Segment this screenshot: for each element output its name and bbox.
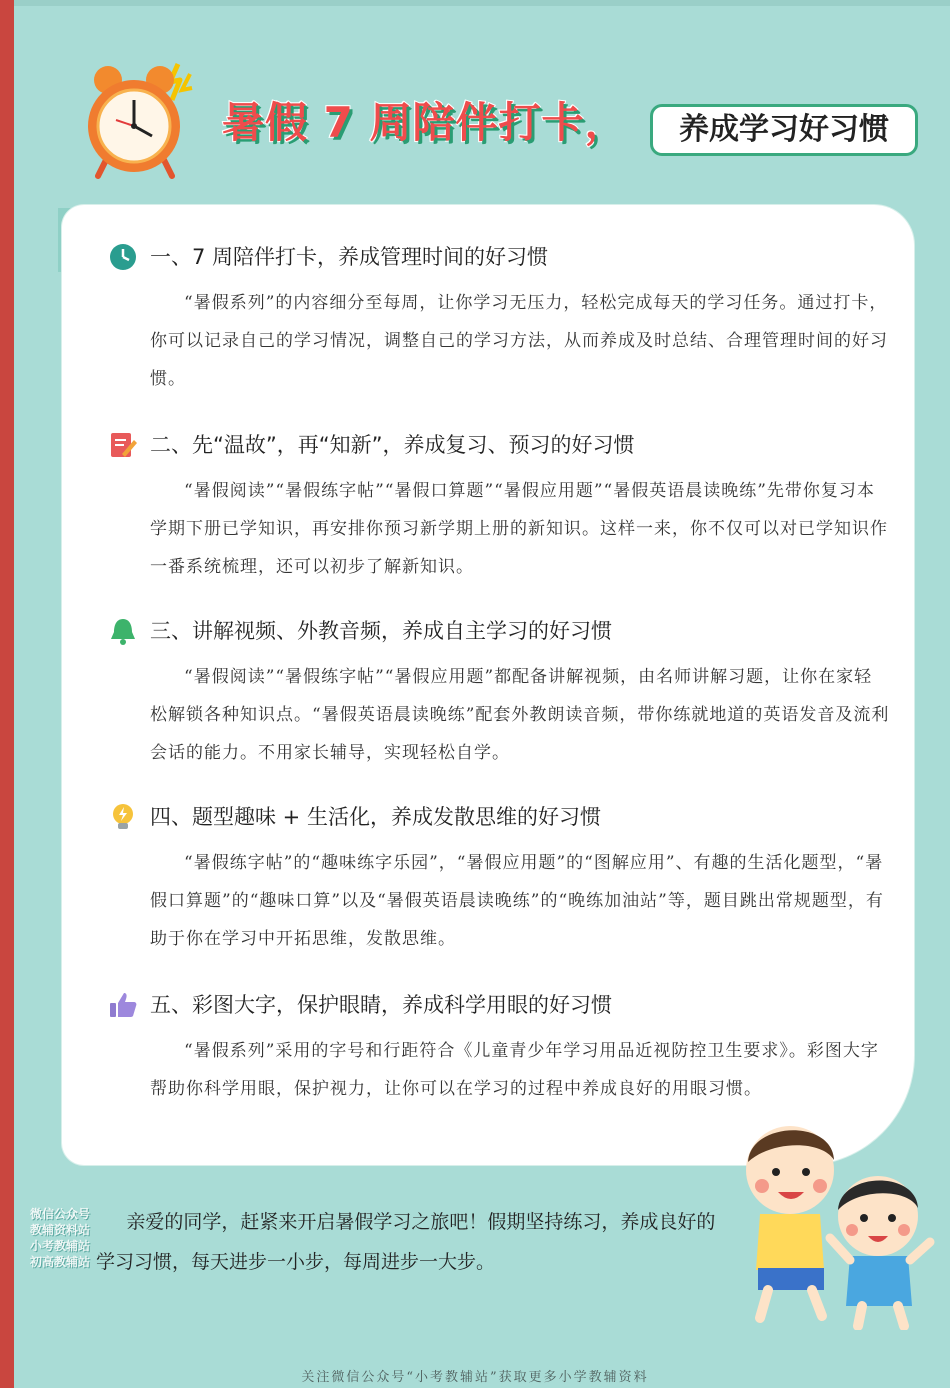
cheering-kids-illustration — [712, 1110, 942, 1330]
thumbs-up-icon — [108, 990, 138, 1020]
section-body: “暑假系列”的内容细分至每周，让你学习无压力，轻松完成每天的学习任务。通过打卡，你可以记录自己的学习情况，调整自己的学习方法，从而养成及时总结、合理管理时间的好习惯。 — [150, 293, 888, 389]
footer-note: 关注微信公众号“小考教辅站”获取更多小学教辅资料 — [301, 1370, 649, 1385]
section-title: 五、彩图大字，保护眼睛，养成科学用眼的好习惯 — [150, 993, 612, 1017]
page-top-edge — [0, 0, 950, 6]
section-title: 四、题型趣味 + 生活化，养成发散思维的好习惯 — [150, 805, 601, 829]
clock-icon — [108, 242, 138, 272]
book-spine-edge — [0, 0, 14, 1388]
section-eye-care — [104, 988, 904, 1108]
section-body: “暑假阅读”“暑假练字帖”“暑假应用题”都配备讲解视频，由名师讲解习题，让你在家轻松解锁各种知识点。“暑假英语晨读晚练”配套外教朗读音频，带你练就地道的英语发音及流利会话的能力。不用家长辅导，实现轻松自学。 — [150, 667, 890, 763]
section-self-study — [104, 614, 904, 772]
section-divergent-thinking — [104, 800, 904, 958]
section-time-management — [104, 240, 904, 398]
section-review-preview — [104, 428, 904, 586]
alarm-clock-icon — [86, 60, 200, 180]
page-title: 暑假 7 周陪伴打卡， — [222, 98, 628, 147]
section-title: 三、讲解视频、外教音频，养成自主学习的好习惯 — [150, 619, 612, 643]
lightbulb-icon — [108, 802, 138, 832]
section-title: 一、7 周陪伴打卡，养成管理时间的好习惯 — [150, 245, 549, 269]
section-body: “暑假阅读”“暑假练字帖”“暑假口算题”“暑假应用题”“暑假英语晨读晚练”先带你复习本学期下册已学知识，再安排你预习新学期上册的新知识。这样一来，你不仅可以对已学知识作一番系统梳理，还可以初步了解新知识。 — [150, 481, 888, 577]
page-subtitle-badge: 养成学习好习惯 — [650, 104, 918, 156]
section-body: “暑假练字帖”的“趣味练字乐园”，“暑假应用题”的“图解应用”、有趣的生活化题型，“暑假口算题”的“趣味口算”以及“暑假英语晨读晚练”的“晚练加油站”等，题目跳出常规题型，有助于你在学习中开拓思维，发散思维。 — [150, 853, 884, 949]
bell-icon — [108, 616, 138, 646]
closing-message: 亲爱的同学，赶紧来开启暑假学习之旅吧！假期坚持练习，养成良好的学习习惯，每天进步一小步，每周进步一大步。 — [96, 1211, 716, 1273]
section-title: 二、先“温故”，再“知新”，养成复习、预习的好习惯 — [150, 433, 635, 457]
section-body: “暑假系列”采用的字号和行距符合《儿童青少年学习用品近视防控卫生要求》。彩图大字帮助你科学用眼，保护视力，让你可以在学习的过程中养成良好的用眼习惯。 — [150, 1041, 879, 1099]
watermark-text: 微信公众号 教辅资料站 小考教辅站 初高教辅站 — [30, 1207, 91, 1269]
notepad-pencil-icon — [108, 430, 138, 460]
